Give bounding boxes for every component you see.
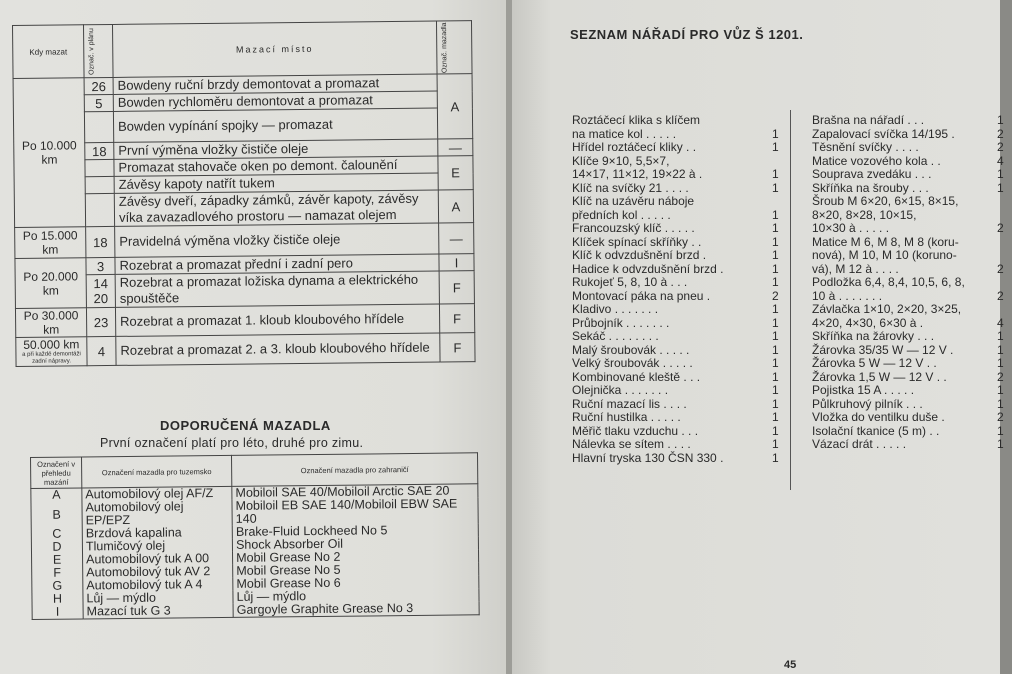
tool-quantity: 1 bbox=[772, 315, 779, 330]
tool-name: 10×30 à . . . . . bbox=[812, 221, 890, 235]
oil-domestic: Lůj — mýdlo bbox=[83, 591, 233, 606]
list-item bbox=[812, 438, 1012, 452]
tool-name: 8×20, 8×28, 10×15, bbox=[812, 207, 917, 222]
tool-name: Roztáčecí klika s klíčem bbox=[572, 113, 701, 127]
grade-cell: F bbox=[440, 333, 475, 362]
list-item bbox=[812, 384, 1012, 398]
tool-quantity: 1 bbox=[772, 329, 779, 343]
tool-quantity: 2 bbox=[997, 140, 1004, 154]
list-item bbox=[572, 155, 782, 169]
list-item bbox=[572, 317, 782, 331]
tool-name: předních kol . . . . . bbox=[572, 207, 671, 222]
description-cell: Závěsy kapoty natřít tukem bbox=[114, 173, 438, 193]
list-item bbox=[812, 303, 1012, 317]
oil-mark: A bbox=[31, 488, 82, 502]
interval-cell: Po 20.000 km bbox=[15, 258, 87, 309]
tool-name: Kombinované kleště . . . bbox=[572, 369, 701, 384]
mark-cell bbox=[85, 176, 114, 193]
header-mark bbox=[84, 24, 114, 77]
tool-quantity: 2 bbox=[997, 288, 1004, 303]
oil-domestic: Tlumičový olej bbox=[82, 539, 232, 554]
list-item bbox=[812, 317, 1012, 331]
oil-foreign: Mobil Grease No 2 bbox=[233, 549, 479, 565]
description-cell: Pravidelná výměna vložky čističe oleje bbox=[115, 223, 439, 257]
list-item bbox=[812, 330, 1012, 344]
oil-domestic: Automobilový olej EP/EPZ bbox=[82, 500, 232, 528]
tool-name: Vázací drát . . . . . bbox=[812, 437, 907, 451]
tool-quantity: 1 bbox=[772, 302, 779, 316]
tool-quantity: 1 bbox=[997, 342, 1004, 357]
tool-name: Rukojeť 5, 8, 10 à . . . bbox=[572, 275, 688, 289]
description-cell: První výměna vložky čističe oleje bbox=[114, 139, 438, 159]
description-cell: Rozebrat a promazat 2. a 3. kloub kloubového hřídele bbox=[116, 333, 440, 365]
list-item bbox=[572, 344, 782, 358]
interval-cell: Po 30.000 km bbox=[15, 308, 86, 338]
tool-quantity: 1 bbox=[772, 450, 779, 465]
header-when: Kdy mazat bbox=[13, 25, 85, 79]
grade-cell: E bbox=[438, 156, 473, 190]
mark-cell: 18 bbox=[85, 142, 114, 159]
tool-name: vá), M 12 à . . . . bbox=[812, 261, 899, 276]
table-row bbox=[32, 601, 479, 619]
oil-foreign: Lůj — mýdlo bbox=[233, 588, 479, 604]
grade-cell: F bbox=[439, 271, 474, 304]
tool-name: Pojistka 15 A . . . . . bbox=[812, 383, 915, 397]
tool-name: Hadice k odvzdušnění brzd . bbox=[572, 261, 724, 276]
list-item bbox=[572, 452, 782, 466]
list-item bbox=[572, 276, 782, 290]
list-item bbox=[572, 438, 782, 452]
table-row bbox=[15, 223, 474, 259]
tool-quantity: 1 bbox=[772, 234, 779, 249]
tool-name: Souprava zvedáku . . . bbox=[812, 167, 932, 181]
tool-name: Vložka do ventilku duše . bbox=[812, 410, 945, 424]
oil-foreign: Mobil Grease No 5 bbox=[233, 562, 479, 578]
oil-foreign: Mobiloil SAE 40/Mobiloil Arctic SAE 20 bbox=[232, 484, 478, 500]
list-item bbox=[812, 425, 1012, 439]
list-item bbox=[812, 263, 1012, 277]
description-cell: Rozebrat a promazat 1. kloub kloubového hřídele bbox=[115, 304, 439, 336]
tool-quantity: 2 bbox=[997, 410, 1004, 424]
mark-cell: 18 bbox=[86, 226, 115, 257]
tool-quantity: 1 bbox=[997, 329, 1004, 343]
list-item bbox=[812, 236, 1012, 250]
interval-cell: Po 10.000 km bbox=[13, 78, 86, 228]
list-item bbox=[572, 182, 782, 196]
grade-cell: A bbox=[438, 190, 473, 223]
column-divider bbox=[790, 110, 791, 490]
tool-quantity: 1 bbox=[772, 410, 779, 424]
recommended-oils-table bbox=[30, 452, 480, 620]
tools-title: SEZNAM NÁŘADÍ PRO VŮZ Š 1201. bbox=[570, 27, 804, 42]
oils-header-mark: Označení v přehledu mazání bbox=[31, 457, 82, 489]
header-place: Mazací místo bbox=[112, 21, 437, 77]
tool-name: Žárovka 5 W — 12 V . . bbox=[812, 356, 937, 370]
list-item bbox=[572, 141, 782, 155]
tool-name: Zapalovací svíčka 14/195 . bbox=[812, 126, 955, 141]
right-page bbox=[512, 0, 1004, 674]
tool-quantity: 2 bbox=[997, 369, 1004, 384]
tool-name: Průbojník . . . . . . . bbox=[572, 315, 670, 330]
tool-quantity: 1 bbox=[772, 356, 779, 370]
list-item bbox=[812, 249, 1012, 263]
list-item bbox=[572, 114, 782, 128]
list-item bbox=[572, 168, 782, 182]
oil-mark: E bbox=[32, 553, 83, 567]
tool-name: Závlačka 1×10, 2×20, 3×25, bbox=[812, 302, 962, 316]
tool-name: Kladivo . . . . . . . bbox=[572, 302, 659, 316]
description-cell: Rozebrat a promazat ložiska dynama a elektrického spouštěče bbox=[115, 271, 439, 307]
list-item bbox=[812, 141, 1012, 155]
tool-name: Montovací páka na pneu . bbox=[572, 288, 711, 303]
table-row bbox=[16, 333, 475, 367]
list-item bbox=[572, 398, 782, 412]
grade-cell: A bbox=[437, 74, 473, 139]
tool-name: na matice kol . . . . . bbox=[572, 126, 677, 141]
oils-header-domestic: Označení mazadla pro tuzemsko bbox=[82, 455, 232, 488]
list-item bbox=[572, 222, 782, 236]
tool-name: 4×20, 4×30, 6×30 à . bbox=[812, 315, 924, 330]
tool-name: Olejnička . . . . . . . bbox=[572, 383, 669, 397]
tool-name: Podložka 6,4, 8,4, 10,5, 6, 8, bbox=[812, 275, 965, 289]
tool-name: Malý šroubovák . . . . . bbox=[572, 342, 690, 357]
interval-cell bbox=[16, 337, 87, 367]
tool-quantity: 1 bbox=[772, 396, 779, 411]
tool-name: Isolační tkanice (5 m) . . bbox=[812, 423, 940, 438]
tool-name: Sekáč . . . . . . . . bbox=[572, 329, 659, 343]
header-mark-text: Označ. v plánu bbox=[88, 27, 96, 75]
list-item bbox=[812, 155, 1012, 169]
grade-cell: I bbox=[439, 254, 474, 271]
tool-name: Klíč na svíčky 21 . . . . bbox=[572, 180, 689, 195]
tool-name: Půlkruhový pilník . . . bbox=[812, 396, 923, 411]
oil-mark: C bbox=[31, 527, 82, 541]
tool-quantity: 1 bbox=[772, 180, 779, 195]
oil-foreign: Shock Absorber Oil bbox=[232, 536, 478, 552]
tool-quantity: 4 bbox=[997, 153, 1004, 168]
tool-quantity: 1 bbox=[772, 383, 779, 397]
tool-name: Klíč na uzávěru náboje bbox=[572, 194, 695, 208]
oil-foreign: Mobil Grease No 6 bbox=[233, 575, 479, 591]
list-item bbox=[572, 411, 782, 425]
list-item bbox=[812, 344, 1012, 358]
tool-quantity: 2 bbox=[997, 261, 1004, 276]
oil-mark: I bbox=[32, 605, 83, 619]
oil-mark: B bbox=[31, 501, 82, 528]
list-item bbox=[572, 303, 782, 317]
mark-cell: 4 bbox=[87, 336, 116, 365]
list-item bbox=[812, 168, 1012, 182]
list-item bbox=[812, 398, 1012, 412]
mark-cell: 26 bbox=[84, 77, 113, 94]
mark-cell: 5 bbox=[84, 94, 113, 111]
list-item bbox=[812, 209, 1012, 223]
list-item bbox=[812, 371, 1012, 385]
description-cell: Promazat stahovače oken po demont. čalounění bbox=[114, 156, 438, 176]
list-item bbox=[572, 209, 782, 223]
list-item bbox=[572, 330, 782, 344]
tool-name: Šroub M 6×20, 6×15, 8×15, bbox=[812, 194, 959, 208]
tool-quantity: 1 bbox=[772, 369, 779, 384]
list-item bbox=[572, 290, 782, 304]
tool-name: Žárovka 1,5 W — 12 V . . bbox=[812, 369, 947, 384]
tool-name: Francouzský klíč . . . . . bbox=[572, 221, 695, 235]
list-item bbox=[572, 357, 782, 371]
grade-cell: — bbox=[438, 139, 473, 156]
mark-cell: 23 bbox=[86, 307, 115, 336]
tool-quantity: 1 bbox=[772, 207, 779, 222]
tool-name: Klíč k odvzdušnění brzd . bbox=[572, 248, 707, 262]
tool-name: 14×17, 11×12, 19×22 à . bbox=[572, 167, 703, 181]
list-item bbox=[812, 195, 1012, 209]
tool-quantity: 1 bbox=[997, 396, 1004, 411]
tool-name: Ruční hustilka . . . . . bbox=[572, 410, 681, 424]
tool-name: Žárovka 35/35 W — 12 V . bbox=[812, 342, 954, 357]
list-item bbox=[572, 384, 782, 398]
tool-name: Klíček spínací skříňky . . bbox=[572, 234, 702, 249]
tools-list-right bbox=[812, 114, 1012, 452]
mark-cell bbox=[85, 159, 114, 176]
oils-header-foreign: Označení mazadla pro zahraničí bbox=[232, 453, 478, 487]
tool-quantity: 1 bbox=[772, 275, 779, 289]
tool-quantity: 4 bbox=[997, 315, 1004, 330]
page-number: 45 bbox=[784, 659, 797, 671]
oil-domestic: Automobilový tuk A 00 bbox=[83, 552, 233, 567]
tool-quantity: 1 bbox=[772, 248, 779, 262]
tool-quantity: 1 bbox=[997, 437, 1004, 451]
list-item bbox=[812, 128, 1012, 142]
list-item bbox=[572, 195, 782, 209]
oil-domestic: Automobilový tuk AV 2 bbox=[83, 565, 233, 580]
header-grade-text: Označ. mazadla bbox=[440, 22, 449, 73]
oils-title: DOPORUČENÁ MAZADLA bbox=[160, 418, 331, 433]
tool-quantity: 1 bbox=[772, 221, 779, 235]
list-item bbox=[812, 222, 1012, 236]
oil-mark: G bbox=[32, 579, 83, 593]
list-item bbox=[812, 114, 1012, 128]
tool-name: 10 à . . . . . . . bbox=[812, 288, 883, 303]
oil-foreign: Brake-Fluid Lockheed No 5 bbox=[232, 523, 478, 539]
tool-quantity: 1 bbox=[772, 437, 779, 451]
tool-quantity: 1 bbox=[772, 167, 779, 181]
tool-name: Nálevka se sítem . . . . bbox=[572, 437, 691, 451]
tool-quantity: 2 bbox=[997, 126, 1004, 141]
tool-quantity: 1 bbox=[997, 423, 1004, 438]
tool-quantity: 1 bbox=[997, 356, 1004, 370]
list-item bbox=[812, 182, 1012, 196]
oil-domestic: Automobilový tuk A 4 bbox=[83, 578, 233, 593]
grade-cell: F bbox=[439, 304, 474, 333]
oil-foreign: Mobiloil EB SAE 140/Mobiloil EBW SAE 140 bbox=[232, 497, 478, 526]
tool-name: Hřídel roztáčecí kliky . . bbox=[572, 140, 697, 154]
description-cell: Bowden rychloměru demontovat a promazat bbox=[113, 91, 437, 111]
lubrication-schedule-table bbox=[12, 20, 476, 367]
list-item bbox=[812, 411, 1012, 425]
tool-quantity: 2 bbox=[997, 221, 1004, 235]
oil-domestic: Brzdová kapalina bbox=[82, 526, 232, 541]
mark-cell: 3 bbox=[86, 257, 115, 274]
tool-quantity: 2 bbox=[772, 288, 779, 303]
list-item bbox=[572, 263, 782, 277]
tool-name: Měřič tlaku vzduchu . . . bbox=[572, 423, 699, 438]
tool-quantity: 1 bbox=[997, 113, 1004, 127]
schedule-header-row bbox=[13, 21, 473, 79]
list-item bbox=[572, 249, 782, 263]
tool-quantity: 1 bbox=[997, 180, 1004, 195]
list-item bbox=[572, 425, 782, 439]
list-item bbox=[572, 371, 782, 385]
tool-name: Brašna na nářadí . . . bbox=[812, 113, 925, 127]
tool-name: Skříňka na žárovky . . . bbox=[812, 329, 935, 343]
tool-quantity: 1 bbox=[772, 342, 779, 357]
tool-name: Matice M 6, M 8, M 8 (koru- bbox=[812, 234, 959, 249]
oil-mark: D bbox=[31, 540, 82, 554]
mark-cell bbox=[85, 193, 114, 226]
tool-name: Klíče 9×10, 5,5×7, bbox=[572, 153, 670, 168]
tool-name: Hlavní tryska 130 ČSN 330 . bbox=[572, 450, 724, 465]
mark-cell bbox=[84, 111, 113, 142]
description-cell: Závěsy dveří, západky zámků, závěr kapoty, závěsy víka zavazadlového prostoru — namazat olejem bbox=[114, 190, 438, 226]
description-cell: Bowdeny ruční brzdy demontovat a promazat bbox=[113, 74, 437, 94]
description-cell: Bowden vypínání spojky — promazat bbox=[113, 108, 437, 142]
header-grade bbox=[436, 21, 472, 74]
grade-cell: — bbox=[439, 223, 474, 254]
tool-quantity: 1 bbox=[772, 261, 779, 276]
tool-quantity: 1 bbox=[997, 383, 1004, 397]
tool-name: nová), M 10, M 10 (koruno- bbox=[812, 248, 957, 262]
tool-quantity: 1 bbox=[997, 167, 1004, 181]
interval-text: 50.000 km bbox=[23, 337, 80, 352]
oils-subtitle: První označení platí pro léto, druhé pro zimu. bbox=[100, 436, 364, 450]
description-cell: Rozebrat a promazat přední i zadní pero bbox=[115, 254, 439, 274]
list-item bbox=[572, 236, 782, 250]
list-item bbox=[812, 357, 1012, 371]
tool-name: Těsnění svíčky . . . . bbox=[812, 140, 919, 154]
list-item bbox=[812, 276, 1012, 290]
tool-name: Matice vozového kola . . bbox=[812, 153, 941, 168]
list-item bbox=[572, 128, 782, 142]
oil-mark: F bbox=[32, 566, 83, 580]
tool-quantity: 1 bbox=[772, 423, 779, 438]
tool-quantity: 1 bbox=[772, 140, 779, 154]
tool-name: Velký šroubovák . . . . . bbox=[572, 356, 693, 370]
tool-name: Skříňka na šrouby . . . bbox=[812, 180, 929, 195]
interval-cell: Po 15.000 km bbox=[15, 227, 86, 259]
list-item bbox=[812, 290, 1012, 304]
oil-foreign: Gargoyle Graphite Grease No 3 bbox=[233, 601, 479, 617]
oil-mark: H bbox=[32, 592, 83, 606]
interval-note: a při každé demontáži zadní nápravy. bbox=[22, 351, 81, 365]
tools-list-left bbox=[572, 114, 782, 465]
oil-domestic: Automobilový olej AF/Z bbox=[82, 486, 232, 501]
mark-cell: 14 20 bbox=[86, 274, 115, 307]
tool-quantity: 1 bbox=[772, 126, 779, 141]
oil-domestic: Mazací tuk G 3 bbox=[83, 604, 233, 619]
tool-name: Ruční mazací lis . . . . bbox=[572, 396, 687, 411]
